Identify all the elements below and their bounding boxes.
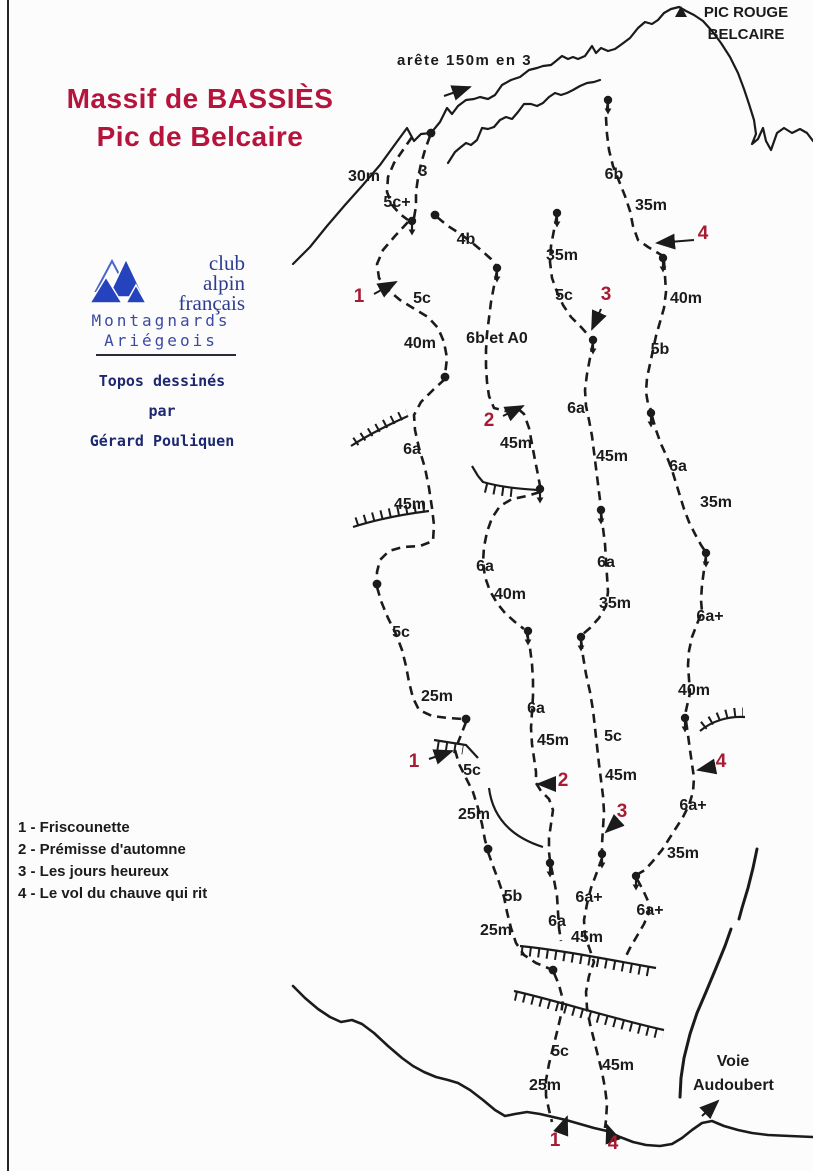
pitch-label: 5c+ — [383, 194, 411, 212]
pitch-label: 40m — [669, 290, 703, 308]
pitch-label: 40m — [677, 682, 711, 700]
summit-label — [691, 2, 801, 46]
pitch-label: 5b — [650, 341, 670, 359]
pitch-label-layer — [348, 163, 732, 1094]
caf-line-2: alpin — [203, 271, 245, 295]
caf-logo-icon — [88, 253, 158, 305]
pitch-label: 35m — [666, 845, 700, 863]
pitch-label: 6a — [527, 700, 545, 718]
pitch-label: 35m — [598, 595, 632, 613]
pitch-label: 40m — [403, 335, 437, 353]
route-number: 3 — [616, 801, 628, 823]
pitch-label: 5c — [392, 624, 410, 642]
summit-line-2: BELCAIRE — [707, 26, 785, 43]
pitch-label: 6a+ — [679, 797, 707, 815]
pitch-label: 25m — [420, 688, 454, 706]
pitch-label: 45m — [595, 448, 629, 466]
pitch-label: 5c — [551, 1043, 569, 1061]
belay-markers — [373, 96, 711, 975]
route-legend — [18, 817, 207, 905]
pitch-label: 3 — [418, 163, 428, 181]
legend-item-1: 1 - Friscounette — [18, 819, 130, 836]
route-3-line — [550, 215, 608, 1128]
route-number-arrow — [592, 309, 601, 329]
route-number: 4 — [697, 223, 709, 245]
route-number: 4 — [715, 751, 727, 773]
pitch-label: 4b — [456, 231, 476, 249]
route-number-arrow — [657, 240, 694, 243]
arete-arrow — [444, 87, 470, 96]
pitch-label: 6a — [669, 458, 687, 476]
pitch-label: 5c — [555, 287, 573, 305]
page-title — [25, 80, 375, 156]
pitch-label: 6a — [548, 913, 566, 931]
pitch-label: 6a — [567, 400, 585, 418]
pitch-label: 5c — [604, 728, 622, 746]
pitch-label: 40m — [493, 586, 527, 604]
voie-line-1: Voie — [716, 1053, 750, 1070]
pitch-label: 45m — [604, 767, 638, 785]
pitch-label: 6a — [597, 554, 615, 572]
pitch-label: 6a+ — [575, 889, 603, 907]
route-number: 1 — [549, 1130, 561, 1152]
org-line-2: Ariégeois — [104, 331, 218, 350]
route-number-arrow — [429, 751, 452, 759]
pitch-label: 35m — [699, 494, 733, 512]
route-number-arrow — [698, 767, 713, 770]
route-number: 3 — [600, 284, 612, 306]
club-section-name — [85, 311, 237, 351]
title-line-1: Massif de BASSIÈS — [66, 83, 334, 114]
credit-line-1: Topos dessinés par — [98, 372, 226, 420]
pitch-label: 45m — [499, 435, 533, 453]
pitch-label: 6b et A0 — [466, 330, 528, 348]
legend-item-4: 4 - Le vol du chauve qui rit — [18, 885, 208, 902]
legend-item-2: 2 - Prémisse d'automne — [18, 841, 186, 858]
pitch-label: 35m — [634, 197, 668, 215]
pitch-label: 45m — [393, 496, 427, 514]
credit-line-2: Gérard Pouliquen — [89, 432, 235, 450]
route-number-arrow — [374, 282, 396, 294]
pitch-label: 6a+ — [696, 608, 724, 626]
org-line-1: Montagnards — [91, 311, 231, 330]
pitch-label: 25m — [457, 806, 491, 824]
pitch-label: 6a — [403, 441, 421, 459]
voie-audoubert-label — [693, 1050, 773, 1098]
route-number: 2 — [483, 410, 495, 432]
pitch-label: 25m — [528, 1077, 562, 1095]
route-number: 1 — [408, 751, 420, 773]
pitch-label: 6a+ — [636, 902, 664, 920]
pitch-label: 45m — [536, 732, 570, 750]
voie-line-2: Audoubert — [693, 1077, 774, 1094]
route-number: 1 — [353, 286, 365, 308]
title-line-2: Pic de Belcaire — [96, 121, 304, 152]
route-lines — [377, 102, 706, 1128]
route-2-line — [483, 271, 561, 941]
caf-logo-text — [150, 253, 245, 313]
pitch-label: 6b — [604, 166, 624, 184]
arete-label: arête 150m en 3 — [397, 52, 533, 69]
pitch-label: 45m — [601, 1057, 635, 1075]
legend-item-3: 3 - Les jours heureux — [18, 863, 169, 880]
summit-line-1: PIC ROUGE — [703, 4, 789, 21]
route-number: 2 — [557, 770, 569, 792]
caf-line-3: français — [178, 291, 245, 315]
pitch-label: 25m — [479, 922, 513, 940]
pitch-label: 45m — [570, 929, 604, 947]
page-left-border — [7, 0, 9, 1171]
pitch-label: 35m — [545, 247, 579, 265]
pitch-label: 5b — [503, 888, 523, 906]
pitch-label: 6a — [476, 558, 494, 576]
pitch-label: 5c — [463, 762, 481, 780]
caf-line-1: club — [208, 251, 245, 275]
logo-divider — [96, 354, 236, 356]
pitch-label: 5c — [413, 290, 431, 308]
route-4-line — [606, 102, 706, 956]
pitch-label: 30m — [347, 168, 381, 186]
topo-credit — [84, 366, 240, 456]
route-number-arrow — [606, 821, 618, 832]
route-1-line — [377, 222, 563, 1122]
route-number: 4 — [607, 1133, 619, 1155]
